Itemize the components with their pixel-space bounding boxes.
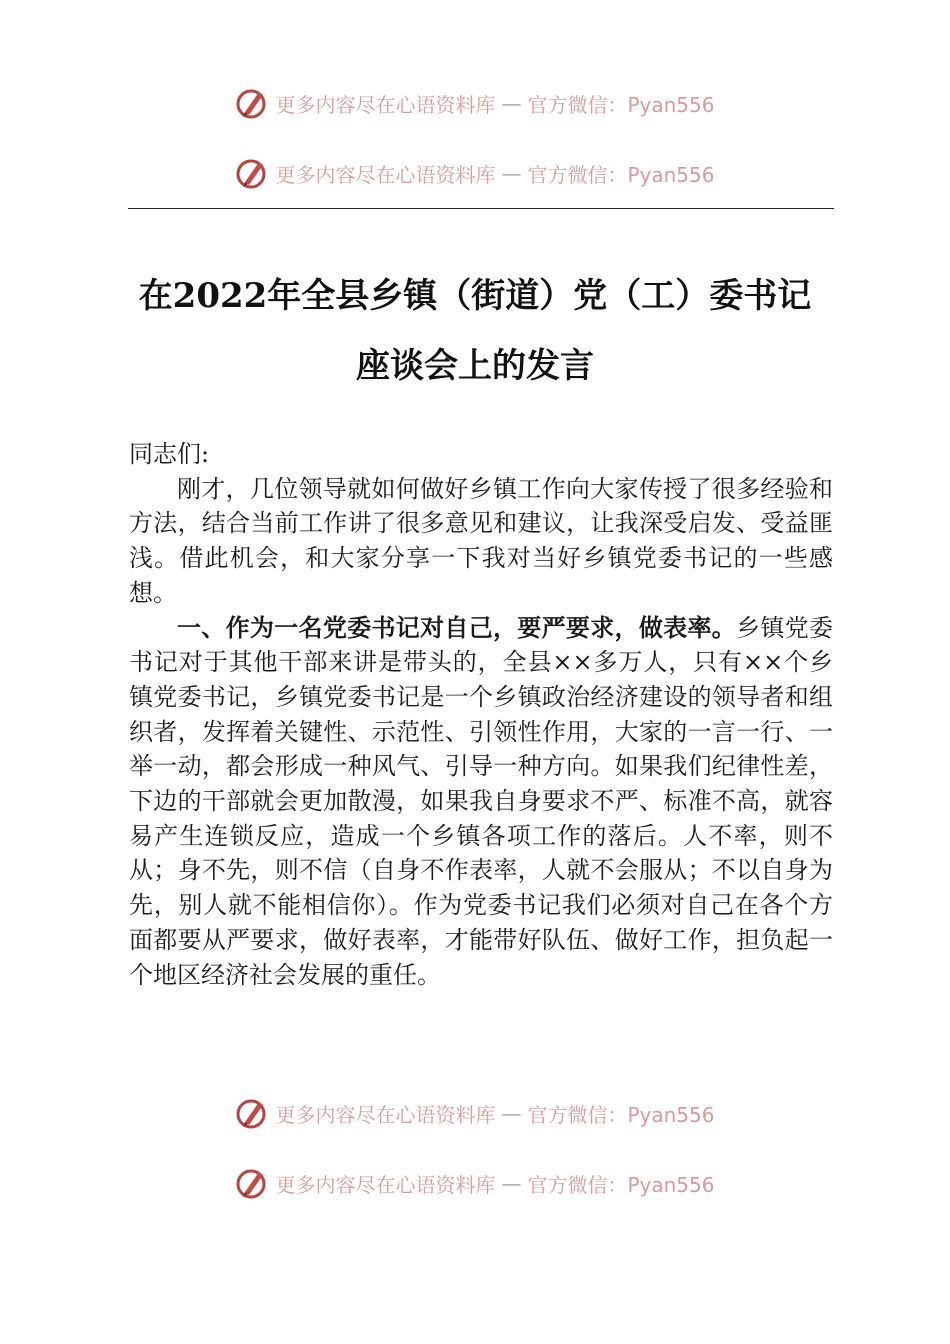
document-title-line-1: 在2022年全县乡镇（街道）党（工）委书记 xyxy=(138,276,812,316)
document-body xyxy=(129,437,833,992)
watermark-banner-bottom-1 xyxy=(0,1093,950,1133)
section-1-body: 乡镇党委书记对于其他干部来讲是带头的，全县××多万人，只有××个乡镇党委书记，乡镇党委书记是一个乡镇政治经济建设的领导者和组织者，发挥着关键性、示范性、引领性作用，大家的一言一行、一举一动，都会形成一种风气、引导一种方向。如果我们纪律性差，下边的干部就会更加散漫，如果我自身要求不严、标准不高，就容易产生连锁反应，造成一个乡镇各项工作的落后。人不率，则不从；身不先，则不信（自身不作表率，人就不会服从；不以自身为先，别人就不能相信你）。作为党委书记我们必须对自己在各个方面都要从严要求，做好表率，才能带好队伍、做好工作，担负起一个地区经济社会发展的重任。 xyxy=(129,613,834,989)
paragraph-intro: 刚才，几位领导就如何做好乡镇工作向大家传授了很多经验和方法，结合当前工作讲了很多意见和建议，让我深受启发、受益匪浅。借此机会，和大家分享一下我对当好乡镇党委书记的一些感想。 xyxy=(129,474,833,607)
watermark-separator: — xyxy=(501,161,522,185)
watermark-separator: — xyxy=(501,1171,522,1195)
pen-nib-logo-icon xyxy=(235,86,269,120)
pen-nib-logo-icon xyxy=(235,1166,269,1200)
watermark-banner-top-2 xyxy=(0,153,950,193)
watermark-banner-bottom-2 xyxy=(0,1163,950,1203)
watermark-text: 更多内容尽在心语资料库 xyxy=(275,1102,496,1127)
pen-nib-logo-icon xyxy=(235,156,269,190)
watermark-separator: — xyxy=(501,1101,522,1125)
watermark-wechat: 官方微信：Pyan556 xyxy=(527,1102,715,1127)
section-1-heading: 一、作为一名党委书记对自己，要严要求，做表率。 xyxy=(177,613,737,642)
document-title-line-2: 座谈会上的发言 xyxy=(356,346,594,386)
watermark-text: 更多内容尽在心语资料库 xyxy=(275,162,496,187)
watermark-wechat: 官方微信：Pyan556 xyxy=(527,92,715,117)
pen-nib-logo-icon xyxy=(235,1096,269,1130)
watermark-separator: — xyxy=(501,91,522,115)
watermark-wechat: 官方微信：Pyan556 xyxy=(527,162,715,187)
watermark-banner-top-1 xyxy=(0,83,950,123)
header-divider xyxy=(128,208,834,209)
paragraph-section-1 xyxy=(129,611,833,993)
watermark-text: 更多内容尽在心语资料库 xyxy=(275,1172,496,1197)
watermark-text: 更多内容尽在心语资料库 xyxy=(275,92,496,117)
watermark-wechat: 官方微信：Pyan556 xyxy=(527,1172,715,1197)
salutation: 同志们: xyxy=(129,440,210,468)
